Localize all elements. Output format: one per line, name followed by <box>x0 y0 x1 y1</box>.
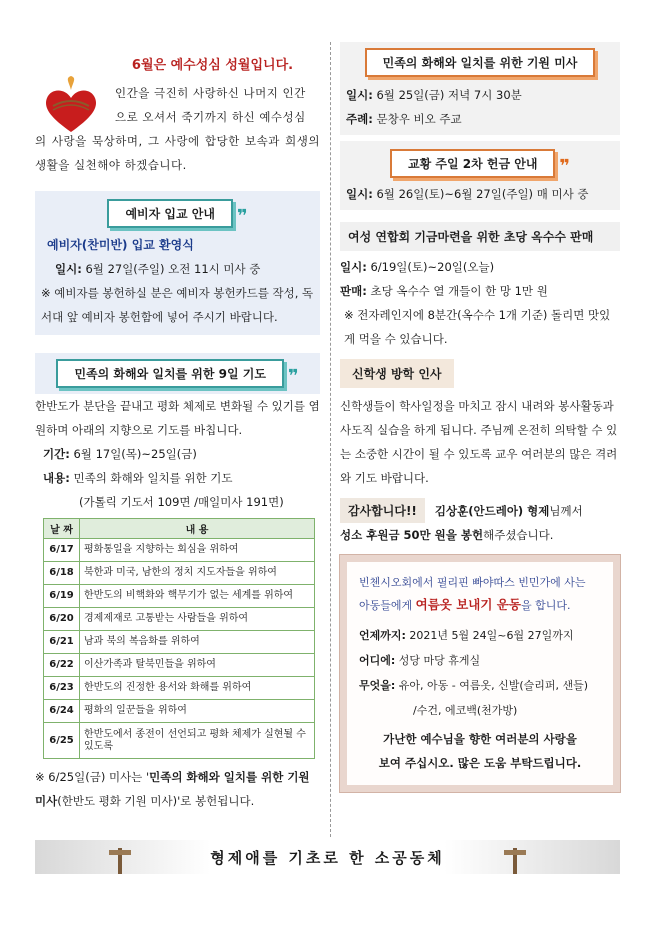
table-header-date: 날 짜 <box>44 519 80 539</box>
table-row: 6/18 북한과 미국, 남한의 정치 지도자들을 위하여 <box>44 562 315 585</box>
table-header-content: 내 용 <box>80 519 315 539</box>
clothes-drive-section <box>340 555 620 792</box>
column-divider <box>330 42 331 837</box>
peace-mass-section <box>340 42 620 135</box>
catechumen-heading: 예비자 입교 안내 <box>107 199 233 228</box>
papal-collection-section <box>340 141 620 210</box>
quote-icon: ❞ <box>287 366 299 387</box>
novena-content: 내용: 민족의 화해와 일치를 위한 기도 <box>43 471 233 485</box>
thanks-line2: 성소 후원금 50만 원을 봉헌해주셨습니다. <box>340 528 554 542</box>
table-row: 6/21 남과 북의 복음화를 위하여 <box>44 631 315 654</box>
table-row: 6/17 평화통일을 지향하는 회심을 위하여 <box>44 539 315 562</box>
sacred-heart-title: 6월은 예수성심 성월입니다. <box>131 58 294 73</box>
table-row: 6/22 이산가족과 탈북민들을 위하여 <box>44 654 315 677</box>
clothes-drive-until: 언제까지: 2021년 5월 24일~6월 27일까지 <box>359 629 574 642</box>
left-column <box>35 42 320 813</box>
catechumen-date: 일시: 6월 27일(주일) 오전 11시 미사 중 <box>55 262 261 276</box>
quote-icon: ❞ <box>559 156 570 177</box>
clothes-drive-what: 무엇을: 유아, 아동 - 여름옷, 신발(슬리퍼, 샌들) <box>359 679 589 692</box>
clothes-drive-lead: 빈첸시오회에서 필리핀 빠야따스 빈민가에 사는 아동들에게 여름옷 보내기 운동을 합니다. <box>359 576 586 612</box>
peace-mass-heading: 민족의 화해와 일치를 위한 기원 미사 <box>365 48 596 77</box>
table-row: 6/23 한반도의 진정한 용서와 화해를 위하여 <box>44 677 315 700</box>
clothes-drive-where: 어디에: 성당 마당 휴게실 <box>359 654 481 667</box>
seminarian-body: 신학생들이 학사일정을 마치고 잠시 내려와 봉사활동과 사도직 실습을 하게 됩니다. 주님께 온전히 의탁할 수 있는 소중한 시간이 될 수 있도록 교우 여러분의 많은 격려와 기도 바랍니다. <box>340 399 618 485</box>
peace-mass-date: 일시: 6월 25일(금) 저녁 7시 30분 <box>346 88 522 102</box>
signpost-right-icon <box>500 844 530 874</box>
novena-table <box>43 518 315 759</box>
thanks-label: 감사합니다!! <box>340 498 425 523</box>
table-row: 6/20 경제제재로 고통받는 사람들을 위하여 <box>44 608 315 631</box>
novena-intro: 한반도가 분단을 끝내고 평화 체제로 변화될 수 있기를 염원하며 아래의 지향으로 기도를 바칩니다. <box>35 399 320 437</box>
corn-sale-section <box>340 222 620 351</box>
corn-sale-note: ※ 전자레인지에 8분간(옥수수 1개 기준) 돌리면 맛있게 먹을 수 있습니다. <box>344 308 611 346</box>
novena-section <box>35 345 320 813</box>
papal-collection-date: 일시: 6월 26일(토)~6월 27일(주일) 매 미사 중 <box>346 187 589 201</box>
thanks-section <box>340 498 620 547</box>
corn-sale-info: 판매: 초당 옥수수 열 개들이 한 망 1만 원 <box>340 284 548 298</box>
table-row: 6/24 평화의 일꾼들을 위하여 <box>44 700 315 723</box>
footer-title: 형제애를 기초로 한 소공동체 <box>210 848 445 867</box>
thanks-line1: 김상훈(안드레아) 형제님께서 <box>434 503 583 518</box>
seminarian-heading: 신학생 방학 인사 <box>340 359 454 388</box>
peace-mass-celebrant: 주례: 문창우 비오 주교 <box>346 112 462 126</box>
table-row: 6/19 한반도의 비핵화와 핵무기가 없는 세계를 위하여 <box>44 585 315 608</box>
footer-banner <box>35 840 620 874</box>
catechumen-note: ※ 예비자를 봉헌하실 분은 예비자 봉헌카드를 작성, 독서대 앞 예비자 봉헌함에 넣어 주시기 바랍니다. <box>41 286 314 324</box>
novena-period: 기간: 6월 17일(목)~25일(금) <box>43 447 197 461</box>
catechumen-section <box>35 191 320 335</box>
right-column <box>340 42 620 792</box>
corn-sale-date: 일시: 6/19일(토)~20일(오늘) <box>340 260 495 274</box>
sacred-heart-icon <box>41 76 101 136</box>
table-row: 6/25 한반도에서 종전이 선언되고 평화 체제가 실현될 수 있도록 <box>44 723 315 759</box>
novena-heading: 민족의 화해와 일치를 위한 9일 기도 <box>56 359 284 388</box>
papal-collection-heading: 교황 주일 2차 헌금 안내 <box>390 149 555 178</box>
quote-icon: ❞ <box>236 206 248 227</box>
catechumen-subheading: 예비자(찬미반) 입교 환영식 <box>47 238 194 252</box>
clothes-drive-what-2: /수건, 에코백(천가방) <box>413 704 518 717</box>
novena-footnote: ※ 6/25일(금) 미사는 '민족의 화해와 일치를 위한 기원 미사(한반도 평화 기원 미사)'로 봉헌됩니다. <box>35 770 310 808</box>
clothes-drive-closing: 가난한 예수님을 향한 여러분의 사랑을 보여 주십시오. 많은 도움 부탁드립니다. <box>378 732 582 770</box>
sacred-heart-section <box>35 54 320 177</box>
seminarian-section <box>340 359 620 490</box>
corn-sale-heading: 여성 연합회 기금마련을 위한 초당 옥수수 판매 <box>340 222 620 251</box>
novena-book-ref: (가톨릭 기도서 109면 /매일미사 191면) <box>79 495 284 509</box>
signpost-left-icon <box>105 844 135 874</box>
sacred-heart-body: 인간을 극진히 사랑하신 나머지 인간 으로 오셔서 죽기까지 하신 예수성심 의 사랑을 묵상하며, 그 사랑에 합당한 보속과 희생의 생활을 실천해야 하겠습니다. <box>35 86 320 172</box>
